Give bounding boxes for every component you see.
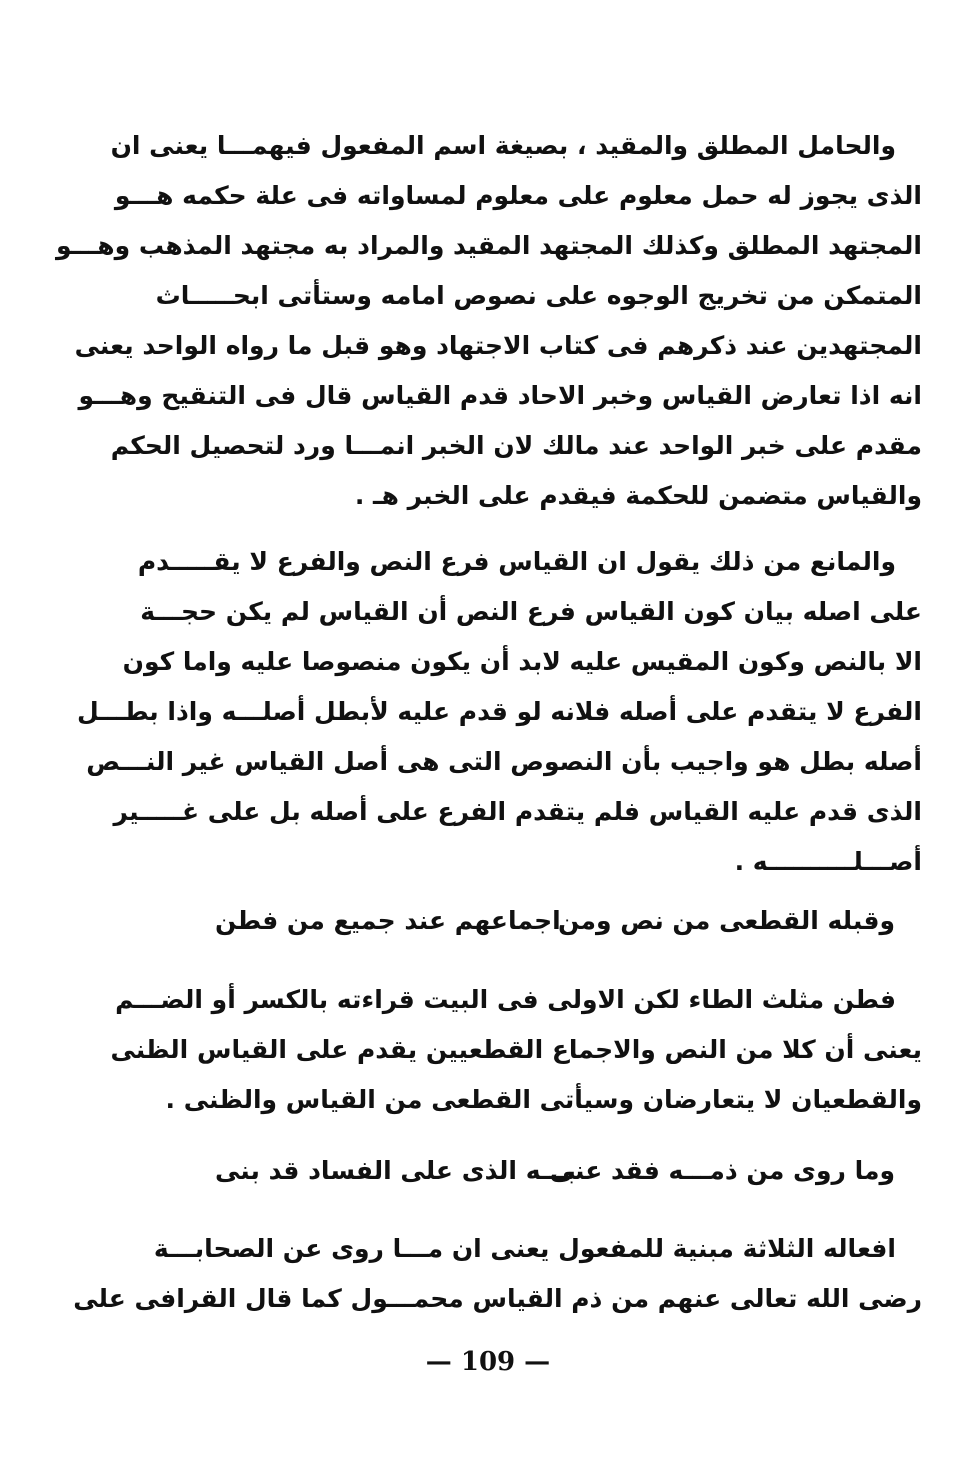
paragraph-2	[77, 537, 922, 887]
verse-2	[215, 1146, 895, 1196]
text-line: الفرع لا يتقدم على أصله فلانه لو قدم عليه لأبطل أصلـــه واذا بطـــل	[77, 697, 922, 726]
text-line: والقياس متضمن للحكمة فيقدم على الخبر هـ .	[354, 481, 922, 510]
text-line: الذى يجوز له حمل معلوم على معلوم لمساواته فى علة حكمه هـــو	[114, 181, 922, 210]
text-line: أصله بطل هو واجيب بأن النصوص التى هى أصل القياس غير النـــص	[86, 747, 922, 776]
text-line: والحامل المطلق والمقيد ، بصيغة اسم المفعول فيهمـــا يعنى ان	[110, 131, 896, 160]
text-line: والقطعيان لا يتعارضان وسيأتى القطعى من القياس والظنى .	[165, 1085, 922, 1114]
text-line: افعاله الثلاثة مبنية للمفعول يعنى ان مـــا روى عن الصحابـــة	[153, 1234, 896, 1263]
text-line: الذى قدم عليه القياس فلم يتقدم الفرع على أصله بل على غـــــير	[113, 797, 922, 826]
text-line: فطن مثلث الطاء لكن الاولى فى البيت قراءته بالكسر أو الضـــم	[115, 985, 896, 1014]
text-line: على اصله بيان كون القياس فرع النص أن القياس لم يكن حجـــة	[140, 597, 922, 626]
text-line: مقدم على خبر الواحد عند مالك لان الخبر انمـــا ورد لتحصيل الحكم	[110, 431, 922, 460]
page-number: — 109 —	[425, 1347, 551, 1377]
paragraph-4	[73, 1224, 922, 1324]
text-line: المجتهد المطلق وكذلك المجتهد المقيد والمراد به مجتهد المذهب وهـــو	[56, 231, 922, 260]
text-line: الا بالنص وكون المقيس عليه لابد أن يكون منصوصا عليه واما كون	[122, 647, 922, 676]
verse-first-hemistich: وما روى من ذمـــه فقد عنى	[549, 1156, 895, 1185]
text-line: رضى الله تعالى عنهم من ذم القياس محمـــول كما قال القرافى على	[73, 1284, 922, 1313]
text-line: والمانع من ذلك يقول ان القياس فرع النص والفرع لا يقـــــدم	[137, 547, 896, 576]
text-line: المتمكن من تخريج الوجوه على نصوص امامه وستأتى ابحـــــاث	[155, 281, 922, 310]
verse-second-hemistich: بـــه الذى على الفساد قد بنى	[215, 1156, 576, 1185]
paragraph-1	[56, 121, 922, 521]
text-line: انه اذا تعارض القياس وخبر الاحاد قدم القياس قال فى التنقيح وهـــو	[78, 381, 922, 410]
verse-1	[215, 896, 895, 946]
text-line: المجتهدين عند ذكرهم فى كتاب الاجتهاد وهو قبل ما رواه الواحد يعنى	[74, 331, 922, 360]
paragraph-3	[110, 975, 922, 1125]
text-line: أصـــلــــــــــه .	[734, 847, 922, 876]
text-line: يعنى أن كلا من النص والاجماع القطعيين يقدم على القياس الظنى	[110, 1035, 922, 1064]
verse-first-hemistich: وقبله القطعى من نص ومن	[558, 906, 895, 935]
verse-second-hemistich: اجماعهم عند جميع من فطن	[215, 906, 561, 935]
